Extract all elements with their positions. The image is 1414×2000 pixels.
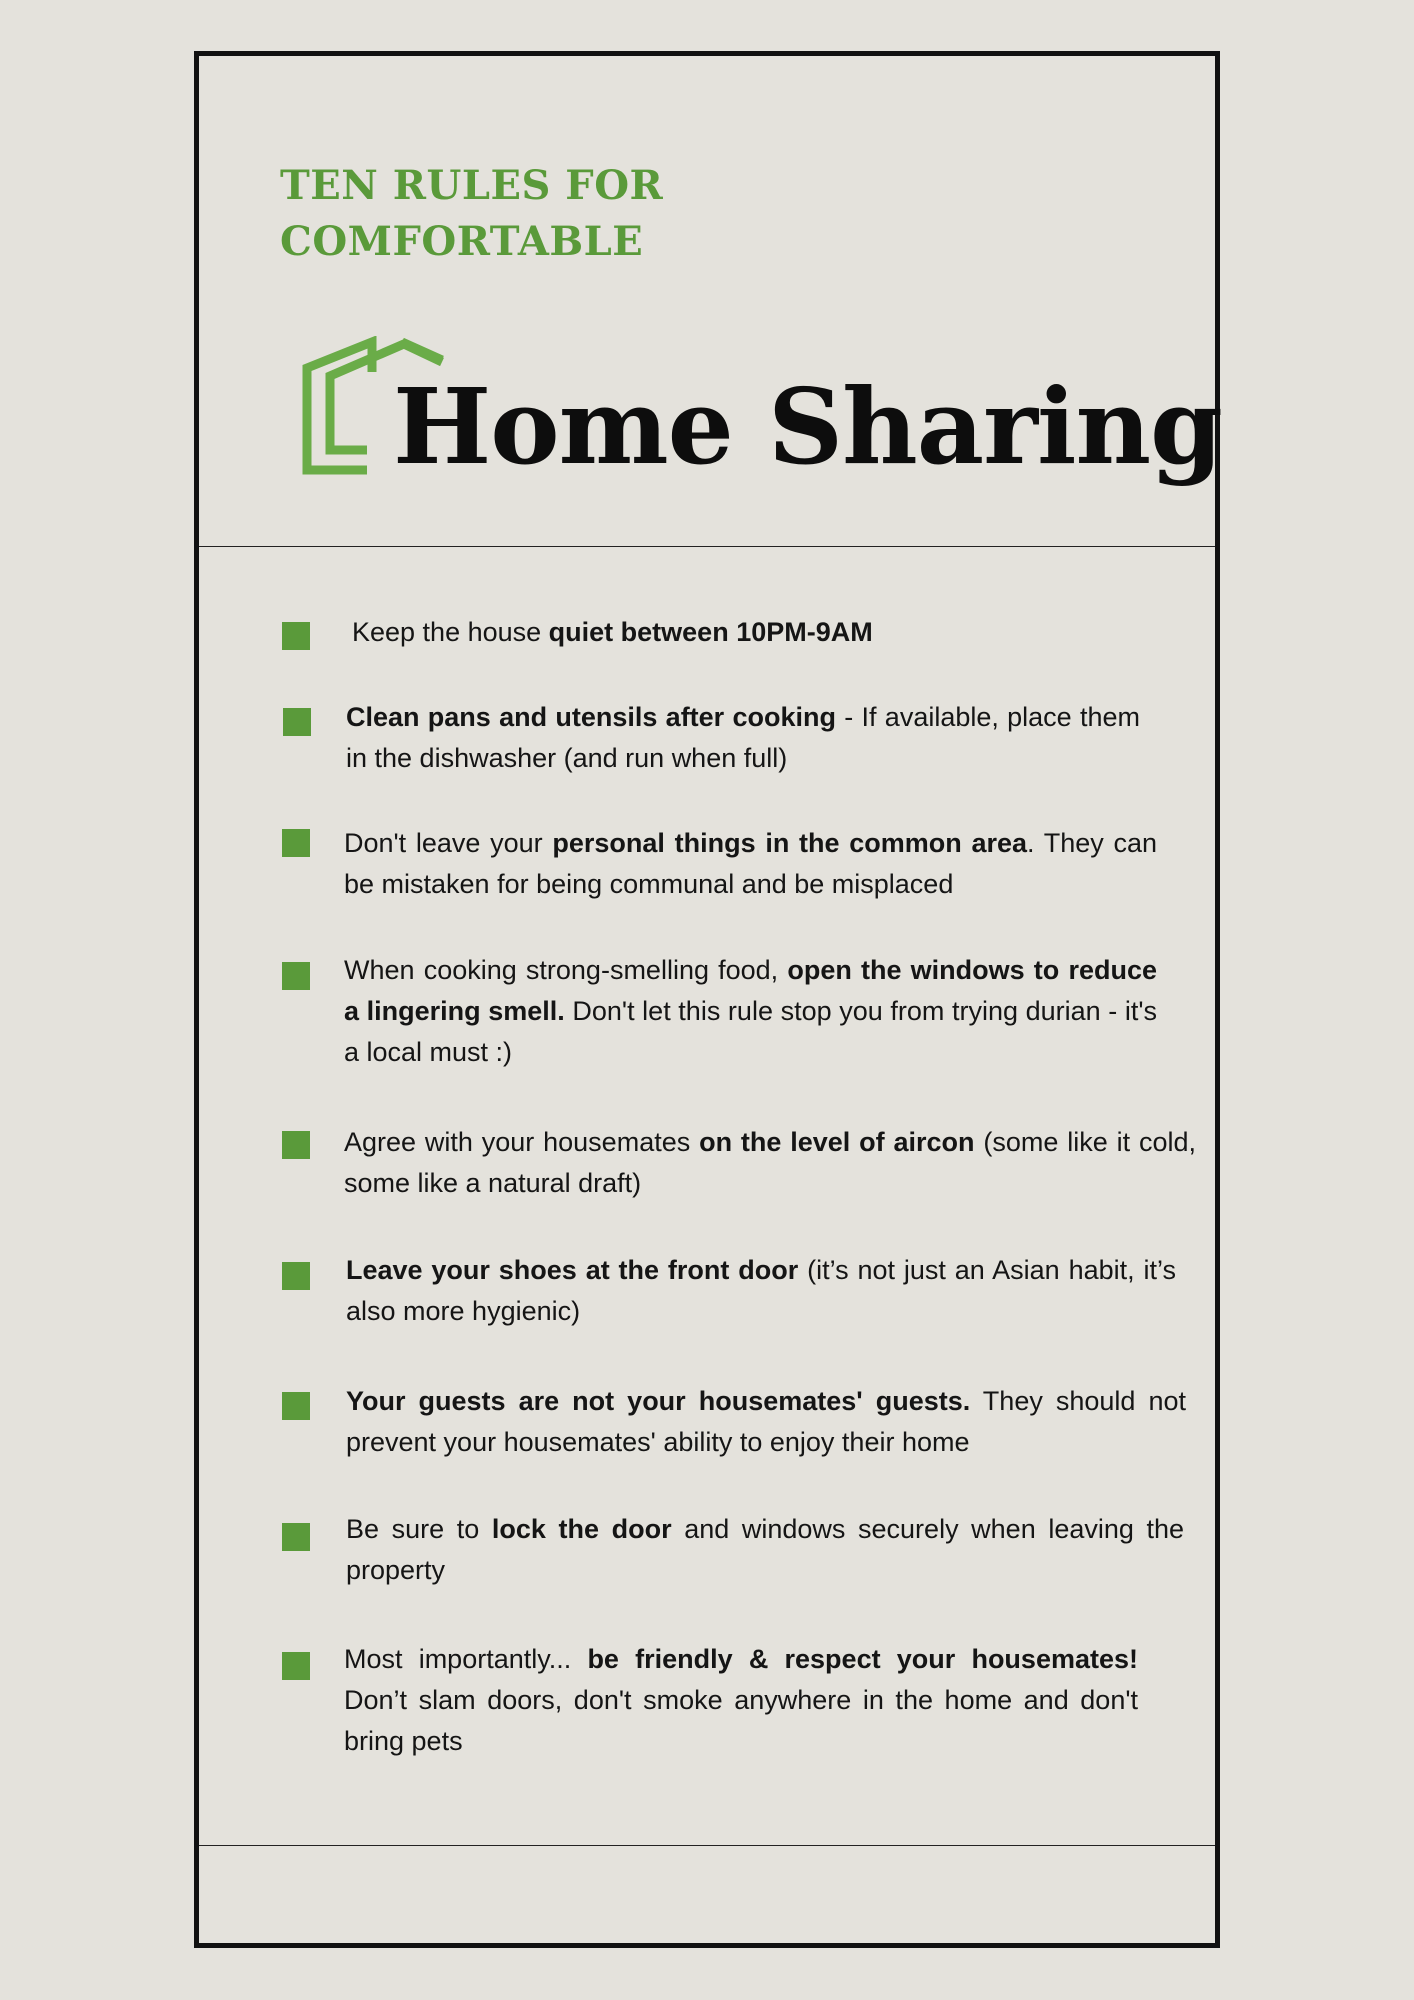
bullet-icon (282, 1262, 310, 1290)
rule-8 (346, 1509, 1184, 1591)
subtitle-line-2: COMFORTABLE (280, 218, 644, 265)
rule-1 (352, 612, 912, 653)
rule-1-emphasis: quiet between 10PM-9AM (548, 617, 873, 647)
rule-8-text-end: and windows securely when leaving the property (346, 1514, 1185, 1585)
rule-5-emphasis: on the level of aircon (699, 1127, 975, 1157)
bullet-icon (282, 1523, 310, 1551)
subtitle-heading (280, 158, 663, 270)
top-divider (199, 546, 1215, 547)
rule-5 (344, 1122, 1196, 1204)
rule-7-emphasis: Your guests are not your housemates' guests. (346, 1386, 971, 1416)
bullet-icon (282, 1652, 310, 1680)
bottom-divider (199, 1845, 1215, 1846)
rule-4-emphasis: open the windows to reduce a lingering smell. (344, 955, 1157, 1026)
rule-9-emphasis: be friendly & respect your housemates! (587, 1644, 1138, 1674)
main-title: Home Sharing (393, 365, 1222, 488)
rule-1-text: Keep the house (352, 617, 549, 647)
bullet-icon (282, 962, 310, 990)
rule-8-text: Be sure to (346, 1514, 492, 1544)
rule-2-text-end: - If available, place them in the dishwasher (and run when full) (346, 702, 1141, 773)
rule-2 (346, 697, 1140, 779)
bullet-icon (282, 829, 310, 857)
rule-3-text-end: . They can be mistaken for being communal and be misplaced (344, 828, 1158, 899)
rule-6-emphasis: Leave your shoes at the front door (346, 1255, 799, 1285)
rule-5-text: Agree with your housemates (344, 1127, 700, 1157)
rule-3-emphasis: personal things in the common area (552, 828, 1028, 858)
rule-4 (344, 950, 1157, 1073)
rule-4-text: When cooking strong-smelling food, (344, 955, 788, 985)
rule-5-text-end: (some like it cold, some like a natural draft) (344, 1127, 1196, 1198)
bullet-icon (283, 708, 311, 736)
rule-4-text-end: Don't let this rule stop you from trying durian - it's a local must :) (344, 996, 1158, 1067)
bullet-icon (282, 1392, 310, 1420)
bullet-icon (282, 622, 310, 650)
rule-2-emphasis: Clean pans and utensils after cooking (346, 702, 836, 732)
rule-6 (346, 1250, 1176, 1332)
subtitle-line-1: TEN RULES FOR (280, 162, 664, 209)
rule-8-emphasis: lock the door (491, 1514, 672, 1544)
bullet-icon (282, 1131, 310, 1159)
rule-7 (346, 1381, 1186, 1463)
rule-6-text-end: (it’s not just an Asian habit, it’s also more hygienic) (346, 1255, 1176, 1326)
rule-9-text: Most importantly... (344, 1644, 588, 1674)
rule-9-text-end: Don’t slam doors, don't smoke anywhere in the home and don't bring pets (344, 1685, 1138, 1756)
rule-9 (344, 1639, 1138, 1762)
rule-3-text: Don't leave your (344, 828, 553, 858)
rule-7-text-end: They should not prevent your housemates' ability to enjoy their home (346, 1386, 1187, 1457)
rule-3 (344, 823, 1157, 905)
